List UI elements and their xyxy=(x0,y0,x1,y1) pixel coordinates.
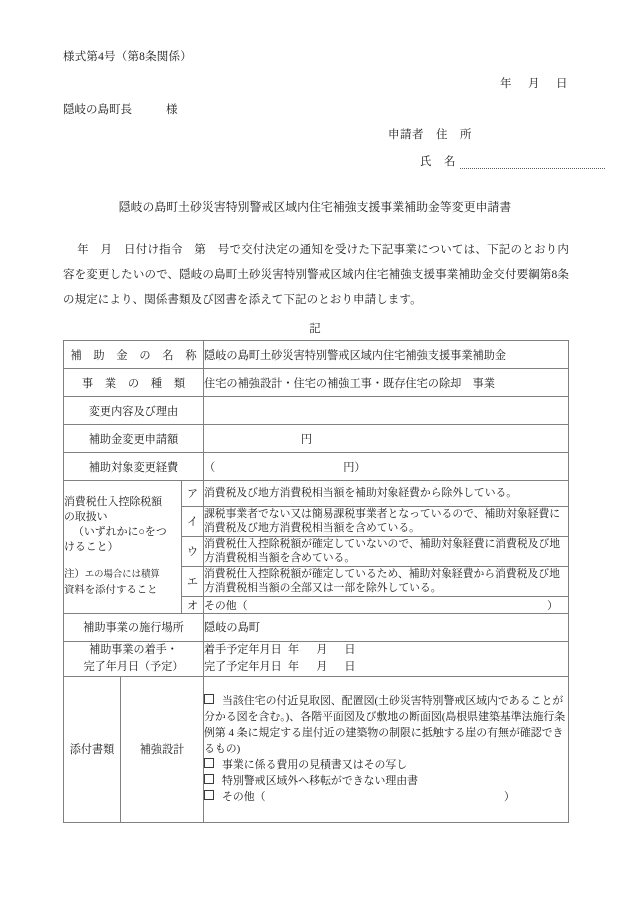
attachment-label: 添付書類 xyxy=(64,676,121,822)
ki-mark: 記 xyxy=(309,323,321,335)
attachment-item-other[interactable] xyxy=(204,789,568,805)
target-expense-unit: 円） xyxy=(343,461,366,474)
attachment-item-drawings[interactable] xyxy=(204,693,568,757)
change-amount-label: 補助金変更申請額 xyxy=(64,425,204,453)
schedule-start-row xyxy=(204,642,568,659)
application-table xyxy=(63,340,569,823)
schedule-label-line1: 補助事業の着手・ xyxy=(89,643,178,656)
document-title: 隠岐の島町土砂災害特別警戒区域内住宅補強支援事業補助金等変更申請書 xyxy=(118,200,512,214)
table-row-tax-a xyxy=(64,481,569,507)
schedule-label-line2: 完了年月日（予定） xyxy=(83,660,184,673)
change-amount-unit: 円 xyxy=(300,433,313,446)
body-paragraph-text: 年 月 日付け指令 第 号で交付決定の通知を受けた下記事業については、下記のとおり内容を変更したいので、隠岐の島町土砂災害特別警戒区域内住宅補強支援事業補助金交付要綱第8条の規定により、関係書類及び図書を添えて下記のとおり申請します。 xyxy=(63,244,569,306)
change-reason-value[interactable] xyxy=(204,397,569,425)
schedule-end-value: 年 月 日 xyxy=(288,660,359,673)
target-expense-label: 補助対象変更経費 xyxy=(64,453,204,481)
form-number: 様式第4号（第8条関係） xyxy=(63,51,192,63)
attachment-item-0-text: 当該住宅の付近見取図、配置図(土砂災害特別警戒区域内であることが分かる図を含む。)、各階平面図及び敷地の断面図(島根県建築基準法施行条例第 4 条に規定する崖付近の建築物の制限に抵触する崖の有無が確認できるもの) xyxy=(204,695,566,755)
tax-note xyxy=(64,567,181,598)
table-row-location xyxy=(64,613,569,641)
table-row-target-expense xyxy=(64,453,569,481)
tax-option-other-close: ） xyxy=(547,599,558,612)
addressee-honorific: 様 xyxy=(166,104,178,116)
tax-option-kana-c: ウ xyxy=(182,536,204,566)
target-expense-value[interactable] xyxy=(204,453,569,481)
tax-label-line2: の取扱い xyxy=(64,511,108,524)
tax-treatment-label xyxy=(64,481,182,614)
table-row-change-amount xyxy=(64,425,569,453)
schedule-end-row xyxy=(204,659,568,676)
applicant-name-field[interactable] xyxy=(460,157,605,169)
schedule-start-label: 着手予定年月日 xyxy=(204,643,282,656)
tax-label-line4: けること） xyxy=(64,541,119,554)
schedule-label xyxy=(64,641,204,676)
checkbox-icon[interactable] xyxy=(204,694,214,704)
attachment-other-close-paren: ） xyxy=(504,791,515,803)
table-row-business-type xyxy=(64,369,569,397)
table-row-change-reason xyxy=(64,397,569,425)
checkbox-icon[interactable] xyxy=(204,758,214,768)
applicant-name-label: 氏 名 xyxy=(420,156,456,168)
applicant-block xyxy=(388,126,605,169)
body-paragraph xyxy=(63,238,569,313)
tax-option-text-b[interactable]: 課税事業者でない又は簡易課税事業者となっているので、補助対象経費に消費税及び地方消費税相当額を含めている。 xyxy=(204,506,569,536)
tax-option-kana-b: イ xyxy=(182,506,204,536)
business-type-value: 住宅の補強設計・住宅の補強工事・既存住宅の除却 事業 xyxy=(204,369,569,397)
table-row-attachments xyxy=(64,676,569,822)
attachment-items-list xyxy=(204,676,569,822)
addressee-name: 隠岐の島町長 xyxy=(63,104,132,116)
tax-note-line2: 資料を添付すること xyxy=(64,585,158,597)
target-expense-open-paren: （ xyxy=(204,461,216,474)
tax-option-text-c[interactable]: 消費税仕入控除税額が確定していないので、補助対象経費に消費税及び地方消費税相当額を含めている。 xyxy=(204,536,569,566)
tax-option-kana-e: オ xyxy=(182,596,204,613)
schedule-end-label: 完了予定年月日 xyxy=(204,660,282,673)
attachment-item-2-text: 特別警戒区域外へ移転ができない理由書 xyxy=(222,775,419,787)
attachment-item-reason[interactable] xyxy=(204,773,568,789)
tax-note-prefix: 注） xyxy=(64,569,85,581)
table-row-schedule xyxy=(64,641,569,676)
change-reason-label: 変更内容及び理由 xyxy=(64,397,204,425)
location-label: 補助事業の施行場所 xyxy=(64,613,204,641)
attachment-category: 補強設計 xyxy=(121,676,204,822)
tax-option-text-d[interactable]: 消費税仕入控除税額が確定しているため、補助対象経費から消費税及び地方消費税相当額の全部又は一部を除外している。 xyxy=(204,566,569,596)
addressee-line xyxy=(63,101,178,117)
attachment-item-1-text: 事業に係る費用の見積書又はその写し xyxy=(222,759,408,771)
schedule-start-value: 年 月 日 xyxy=(288,643,359,656)
attachment-item-3-text: その他（ xyxy=(222,791,266,803)
tax-label-line3: （いずれかに○をつ xyxy=(73,526,167,539)
checkbox-icon[interactable] xyxy=(204,790,214,800)
subsidy-name-label: 補 助 金 の 名 称 xyxy=(64,341,204,369)
tax-option-other-label: その他（ xyxy=(204,599,248,612)
location-value: 隠岐の島町 xyxy=(204,613,569,641)
tax-option-kana-a: ア xyxy=(182,481,204,507)
tax-option-text-a[interactable]: 消費税及び地方消費税相当額を補助対象経費から除外している。 xyxy=(204,481,569,507)
change-amount-value[interactable] xyxy=(204,425,569,453)
table-row-subsidy-name xyxy=(64,341,569,369)
applicant-name-row xyxy=(420,153,605,169)
tax-note-line1: エの場合には積算 xyxy=(84,570,160,581)
tax-label-line1: 消費税仕入控除税額 xyxy=(64,496,163,509)
attachment-item-estimate[interactable] xyxy=(204,757,568,773)
date-line: 年 月 日 xyxy=(500,78,570,90)
schedule-value[interactable] xyxy=(204,641,569,676)
tax-option-text-e[interactable] xyxy=(204,596,569,613)
checkbox-icon[interactable] xyxy=(204,774,214,784)
tax-option-kana-d: エ xyxy=(182,566,204,596)
business-type-label: 事 業 の 種 類 xyxy=(64,369,204,397)
subsidy-name-value: 隠岐の島町土砂災害特別警戒区域内住宅補強支援事業補助金 xyxy=(204,341,569,369)
applicant-address-label: 申請者 住 所 xyxy=(388,129,472,141)
